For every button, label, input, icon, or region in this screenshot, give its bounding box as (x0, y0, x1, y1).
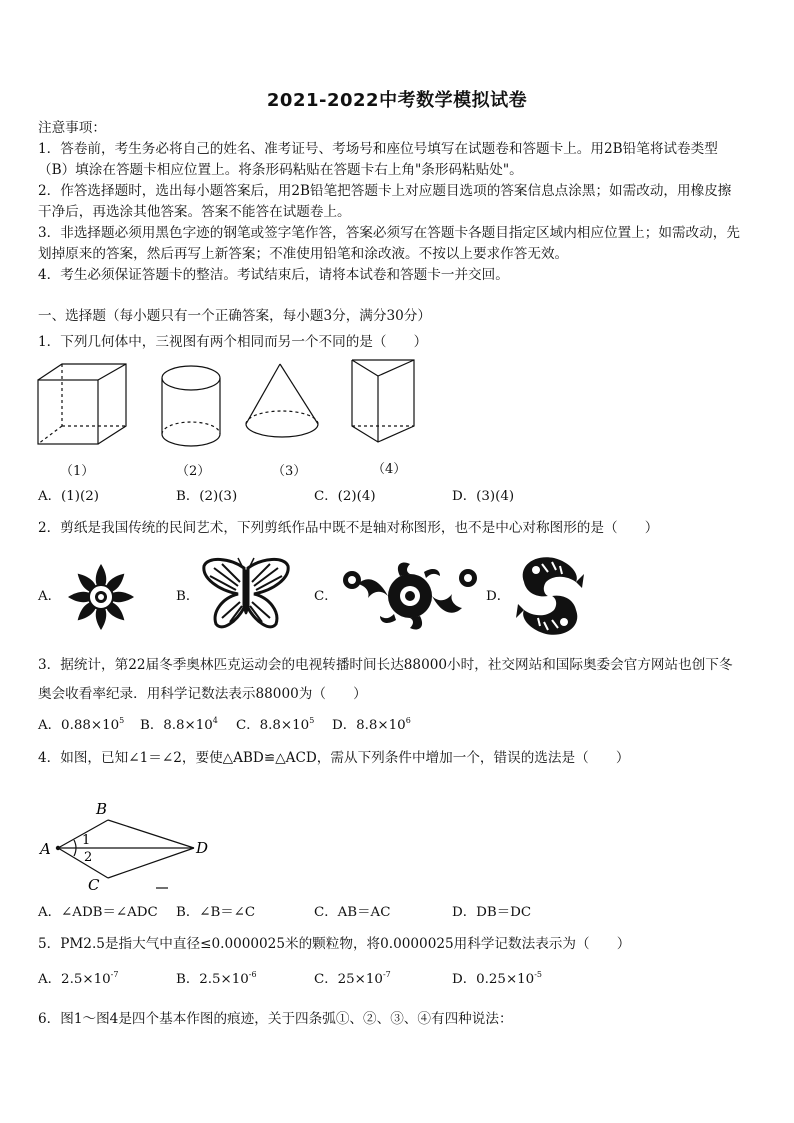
notice-heading: 注意事项： (38, 120, 106, 136)
option-a[interactable]: A．∠ADB＝∠ADC (38, 905, 158, 920)
quadrilateral-figure (38, 800, 218, 892)
figure-caption: （3） (272, 464, 307, 479)
option-b[interactable]: B．$8.8\times 10^4$ (140, 716, 218, 733)
question-1-stem: 1．下列几何体中，三视图有两个相同而另一个不同的是（ ） (38, 334, 428, 350)
option-d[interactable]: D．$0.25\times 10^{-5}$ (452, 970, 542, 987)
figure-caption: （2） (176, 464, 211, 479)
cube-figure (36, 362, 136, 448)
option-b[interactable]: B．(2)(3) (176, 489, 238, 504)
question-3-stem: 3．据统计，第22届冬季奥林匹克运动会的电视转播时间长达88000小时，社交网站和国际奥委会官方网站也创下冬 (38, 657, 733, 673)
notice-line: 干净后，再选涂其他答案。答案不能答在试题卷上。 (38, 204, 351, 220)
papercut-butterfly-image (200, 556, 292, 632)
option-a[interactable]: A．$2.5\times 10^{-7}$ (38, 970, 119, 987)
option-d[interactable]: D．(3)(4) (452, 489, 515, 504)
notice-line: 1．答卷前，考生务必将自己的姓名、准考证号、考场号和座位号填写在试题卷和答题卡上。用2B铅笔将试卷类型 (38, 141, 718, 157)
question-3-stem: 奥会收看率纪录．用科学记数法表示88000为（ ） (38, 686, 367, 702)
option-c[interactable]: C． (314, 589, 338, 604)
option-a[interactable]: A．$0.88\times 10^5$ (38, 716, 125, 733)
section-heading: 一、选择题（每小题只有一个正确答案，每小题3分，满分30分） (38, 308, 431, 324)
option-a[interactable]: A．(1)(2) (38, 489, 99, 504)
question-5-stem: 5．PM2.5是指大气中直径≤0.0000025米的颗粒物，将0.0000025用科学记数法表示为（ ） (38, 936, 631, 952)
option-b[interactable]: B． (176, 589, 200, 604)
point-b-label: B (96, 800, 108, 818)
angle-2-label: 2 (84, 850, 93, 865)
question-4-stem: 4．如图，已知∠1＝∠2，要使△ABD≌△ACD，需从下列条件中增加一个，错误的选法是（ ） (38, 750, 630, 766)
papercut-floral-image (340, 560, 480, 632)
notice-line: 3．非选择题必须用黑色字迹的钢笔或签字笔作答，答案必须写在答题卡各题目指定区域内相应位置上；如需改动，先 (38, 225, 740, 241)
option-c[interactable]: C．AB＝AC (314, 905, 391, 920)
notice-line: 4．考生必须保证答题卡的整洁。考试结束后，请将本试卷和答题卡一并交回。 (38, 267, 509, 283)
papercut-fish-image (514, 552, 586, 640)
option-c[interactable]: C．$8.8\times 10^5$ (236, 716, 315, 733)
option-d[interactable]: D．$8.8\times 10^6$ (332, 716, 411, 733)
point-d-label: D (196, 839, 209, 857)
page-title: 2021-2022中考数学模拟试卷 (266, 90, 528, 111)
option-b[interactable]: B．∠B＝∠C (176, 905, 256, 920)
option-d[interactable]: D． (486, 589, 511, 604)
option-a[interactable]: A． (38, 589, 62, 604)
question-2-stem: 2．剪纸是我国传统的民间艺术，下列剪纸作品中既不是轴对称图形，也不是中心对称图形的是（ ） (38, 520, 659, 536)
cylinder-figure (160, 362, 224, 450)
prism-figure (350, 358, 420, 446)
papercut-flower-image (66, 562, 136, 632)
cone-figure (244, 362, 324, 450)
question-6-stem: 6．图1～图4是四个基本作图的痕迹，关于四条弧①、②、③、④有四种说法： (38, 1011, 513, 1027)
point-a-label: A (40, 840, 51, 858)
figure-caption: （4） (372, 462, 407, 477)
figure-caption: （1） (60, 464, 95, 479)
option-c[interactable]: C．(2)(4) (314, 489, 376, 504)
option-d[interactable]: D．DB＝DC (452, 905, 532, 920)
option-b[interactable]: B．$2.5\times 10^{-6}$ (176, 970, 257, 987)
option-c[interactable]: C．$25\times 10^{-7}$ (314, 970, 391, 987)
notice-line: （B）填涂在答题卡相应位置上。将条形码粘贴在答题卡右上角"条形码粘贴处"。 (38, 162, 523, 178)
notice-line: 划掉原来的答案，然后再写上新答案；不准使用铅笔和涂改液。不按以上要求作答无效。 (38, 246, 569, 262)
angle-1-label: 1 (82, 833, 91, 848)
notice-line: 2．作答选择题时，选出每小题答案后，用2B铅笔把答题卡上对应题目选项的答案信息点涂黑；如需改动，用橡皮擦 (38, 183, 732, 199)
point-c-label: C (88, 876, 100, 894)
